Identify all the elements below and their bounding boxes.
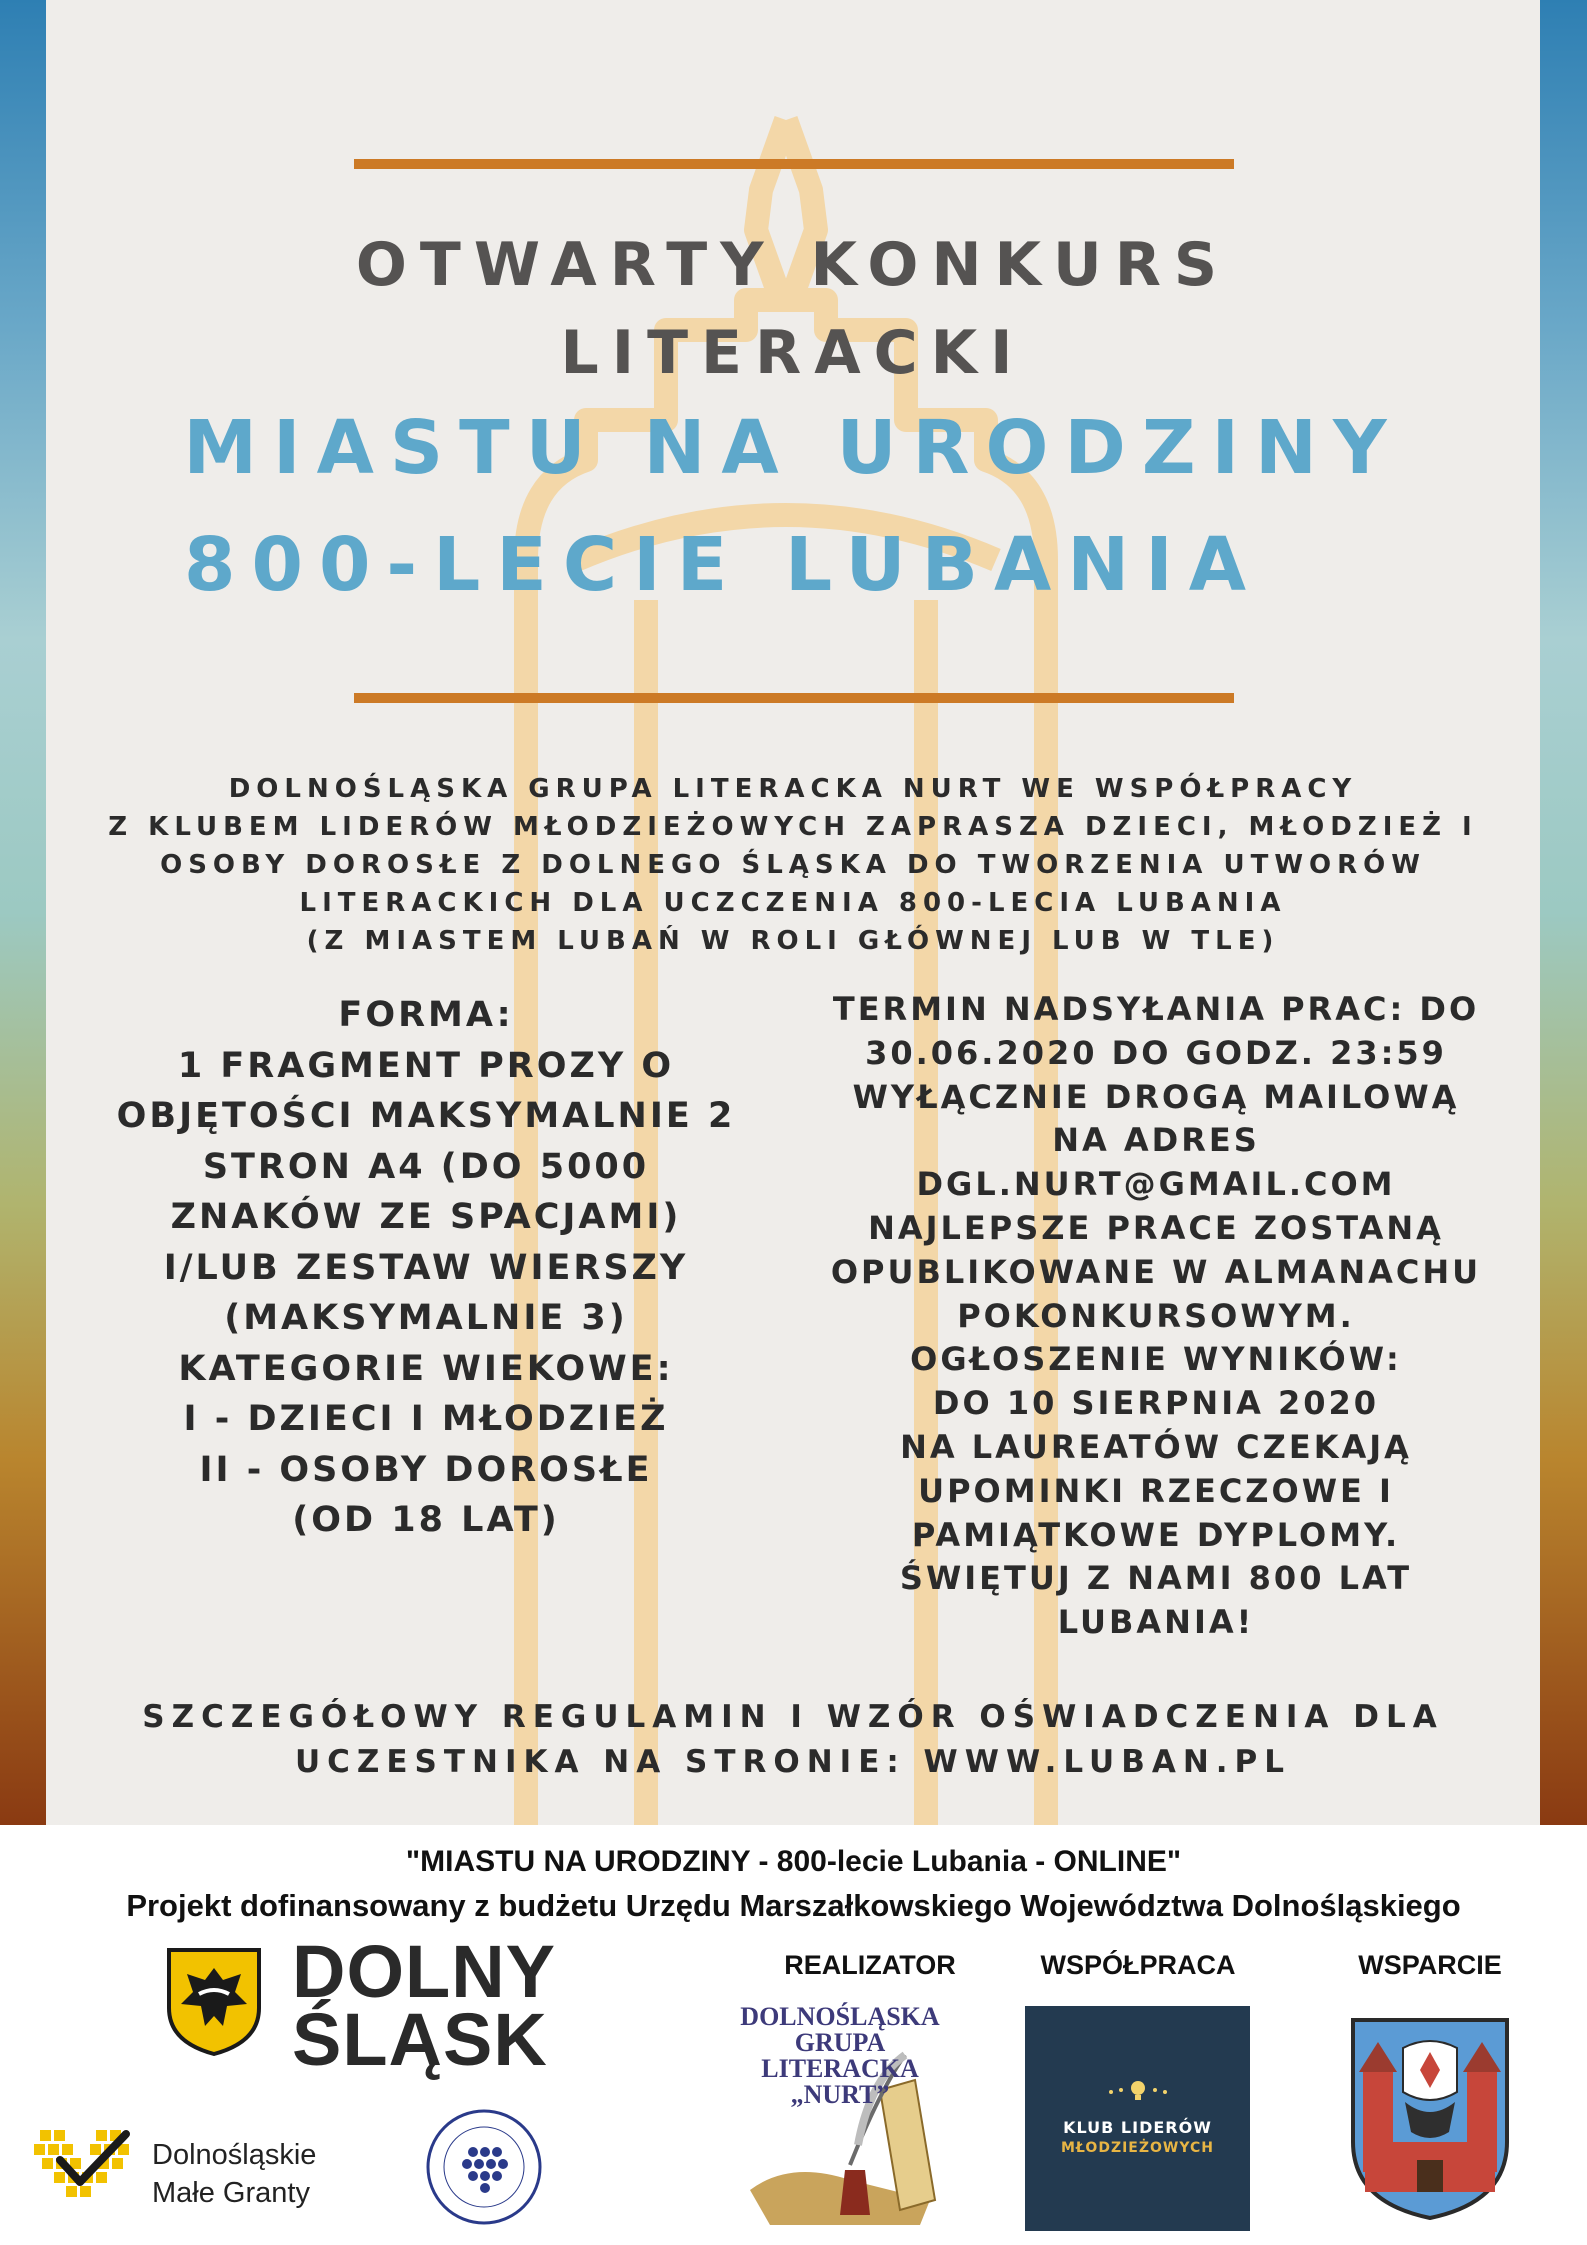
deadline-line: DO 10 SIERPNIA 2020	[932, 1384, 1380, 1423]
nurt-wordmark: DOLNOŚLĄSKA GRUPA LITERACKA „NURT”	[740, 2002, 940, 2109]
title-line-4: 800-LECIE LUBANIA	[183, 522, 1263, 608]
form-line: I/LUB ZESTAW WIERSZY	[163, 1247, 689, 1288]
form-line: I - DZIECI I MŁODZIEŻ	[183, 1399, 669, 1439]
bottom-rule	[354, 693, 1234, 703]
intro-line: Z KLUBEM LIDERÓW MŁODZIEŻOWYCH ZAPRASZA DZIECI, MŁODZIEŻ I	[108, 812, 1478, 842]
deadline-line: NA LAUREATÓW CZEKAJĄ	[900, 1427, 1412, 1466]
title-line-2: LITERACKI	[560, 318, 1026, 388]
email-address: DGL.NURT@GMAIL.COM	[916, 1165, 1396, 1204]
form-column	[66, 990, 786, 1546]
form-line: 1 FRAGMENT PROZY O	[177, 1045, 675, 1086]
top-rule	[354, 159, 1234, 169]
regulations-line: UCZESTNIKA NA STRONIE: WWW.LUBAN.PL	[294, 1744, 1292, 1780]
intro-text	[86, 770, 1500, 960]
form-line: II - OSOBY DOROSŁE	[199, 1449, 653, 1490]
deadline-line: NAJLEPSZE PRACE ZOSTANĄ	[868, 1208, 1444, 1247]
role-wsparcie: WSPARCIE	[1358, 1950, 1502, 1980]
form-line: (OD 18 LAT)	[292, 1500, 560, 1540]
form-line: FORMA:	[338, 995, 514, 1035]
deadline-line: OGŁOSZENIE WYNIKÓW:	[910, 1340, 1402, 1379]
project-title: "MIASTU NA URODZINY - 800-lecie Lubania - ONLINE"	[405, 1845, 1182, 1878]
role-wspolpraca: WSPÓŁPRACA	[1040, 1950, 1236, 1980]
lightbulb-icon	[1103, 2076, 1173, 2106]
poster-panel	[46, 0, 1540, 1825]
regulations-line: SZCZEGÓŁOWY REGULAMIN I WZÓR OŚWIADCZENIA DLA	[142, 1699, 1444, 1735]
role-realizator: REALIZATOR	[784, 1950, 956, 1980]
intro-line: LITERACKICH DLA UCZCZENIA 800-LECIA LUBANIA	[299, 888, 1287, 918]
form-line: KATEGORIE WIEKOWE:	[178, 1348, 674, 1389]
intro-line: (Z MIASTEM LUBAŃ W ROLI GŁÓWNEJ LUB W TLE)	[306, 926, 1280, 956]
deadline-line: LUBANIA!	[1057, 1603, 1255, 1642]
form-line: (MAKSYMALNIE 3)	[224, 1298, 628, 1338]
male-granty-wordmark: Dolnośląskie Małe Granty	[152, 2139, 317, 2209]
funding-note: Projekt dofinansowany z budżetu Urzędu Marszałkowskiego Województwa Dolnośląskiego	[126, 1888, 1461, 1923]
deadline-line: TERMIN NADSYŁANIA PRAC: DO	[832, 990, 1480, 1028]
luban-coat-of-arms-icon	[1345, 2012, 1515, 2224]
form-line: OBJĘTOŚCI MAKSYMALNIE 2	[116, 1096, 736, 1136]
deadline-column	[806, 988, 1506, 1645]
title-line-3: MIASTU NA URODZINY	[183, 405, 1403, 491]
intro-line: DOLNOŚLĄSKA GRUPA LITERACKA NURT WE WSPÓŁPRACY	[228, 774, 1358, 804]
deadline-line: WYŁĄCZNIE DROGĄ MAILOWĄ	[852, 1077, 1460, 1116]
regulations-note	[66, 1695, 1520, 1785]
deadline-line: POKONKURSOWYM.	[957, 1296, 1355, 1335]
deadline-line: PAMIĄTKOWE DYPLOMY.	[911, 1515, 1401, 1554]
dolny-slask-wordmark: DOLNY ŚLĄSK	[292, 1930, 556, 2081]
form-line: ZNAKÓW ZE SPACJAMI)	[170, 1197, 682, 1237]
male-granty-icon	[30, 2120, 145, 2215]
deadline-line: NA ADRES	[1052, 1121, 1260, 1160]
federacja-logo-icon	[425, 2108, 543, 2226]
deadline-line: UPOMINKI RZECZOWE I	[918, 1471, 1394, 1510]
deadline-line: 30.06.2020 DO GODZ. 23:59	[865, 1033, 1447, 1072]
deadline-line: ŚWIĘTUJ Z NAMI 800 LAT	[899, 1559, 1413, 1598]
form-line: STRON A4 (DO 5000	[202, 1146, 650, 1187]
dolny-slask-eagle-icon	[165, 1946, 263, 2056]
deadline-line: OPUBLIKOWANE W ALMANACHU	[830, 1252, 1482, 1291]
title-line-1: OTWARTY KONKURS	[355, 230, 1231, 300]
klub-liderow-logo: KLUB LIDERÓW MŁODZIEŻOWYCH	[1025, 2006, 1250, 2231]
intro-line: OSOBY DOROSŁE Z DOLNEGO ŚLĄSKA DO TWORZENIA UTWORÓW	[160, 850, 1426, 880]
